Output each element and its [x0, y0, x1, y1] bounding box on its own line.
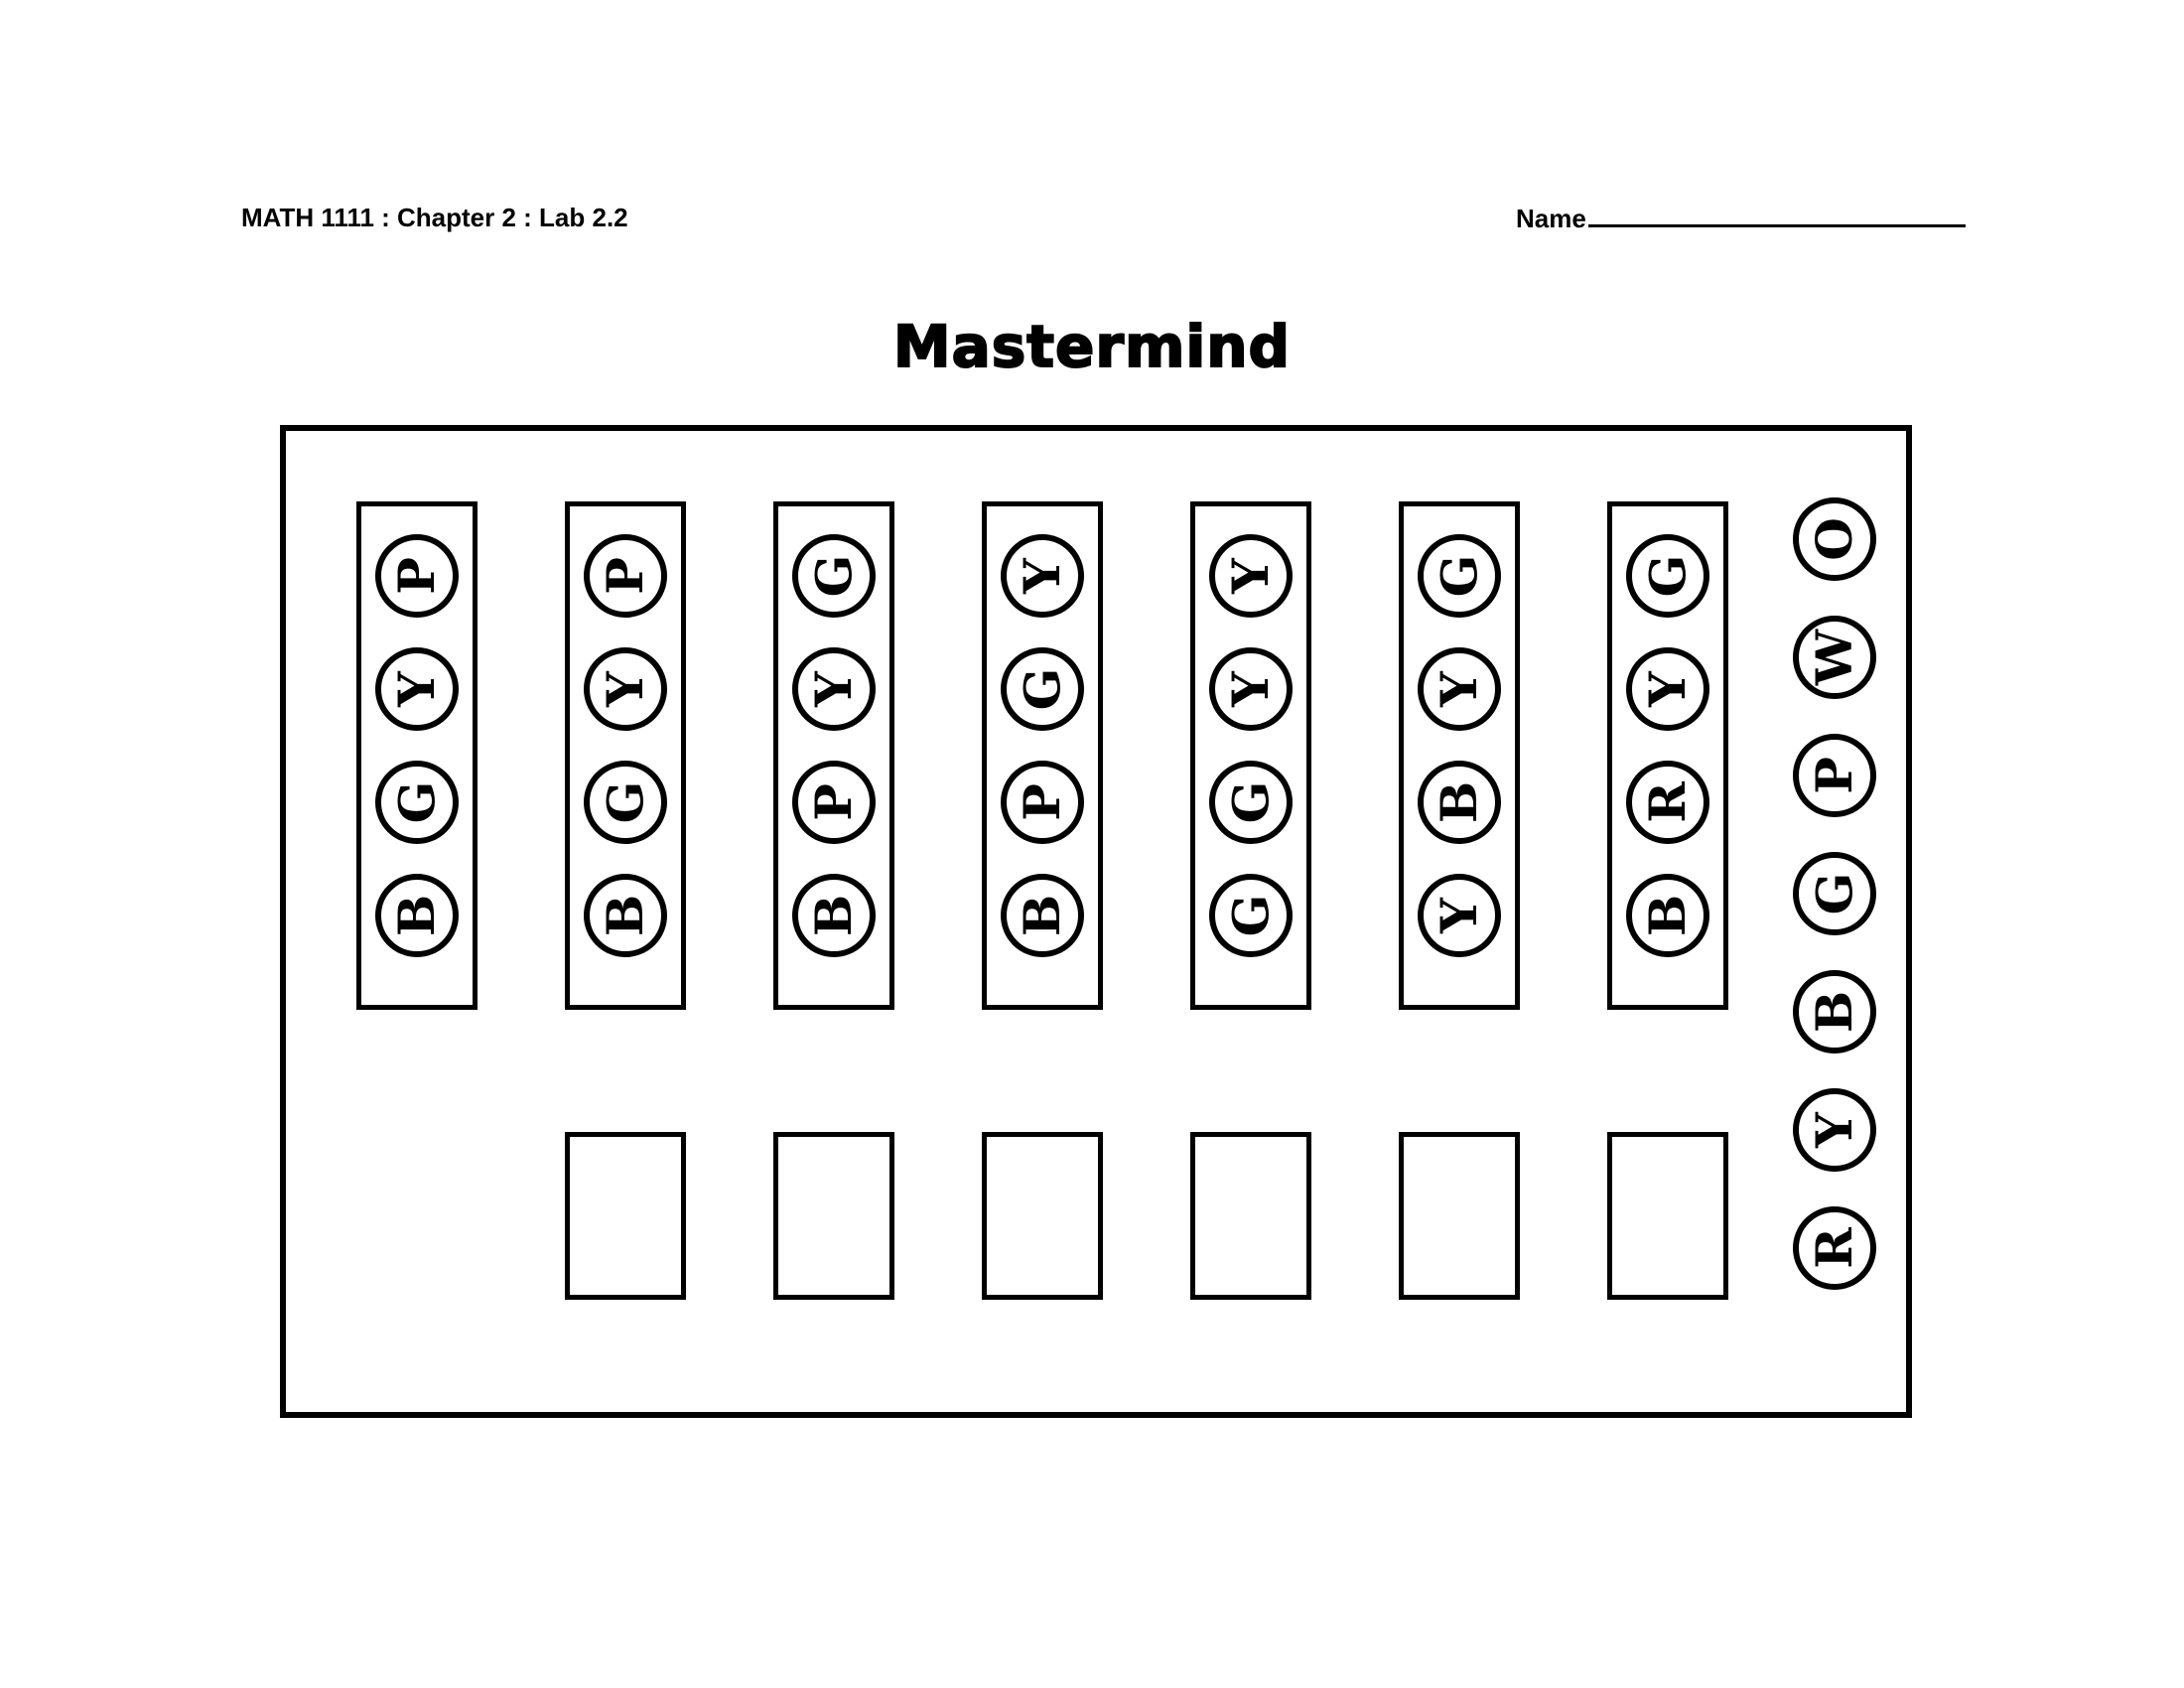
guess-peg	[1001, 874, 1084, 957]
guess-peg	[584, 761, 667, 844]
peg-letter: B	[1012, 894, 1071, 937]
palette-peg	[1793, 616, 1876, 699]
guess-peg	[792, 761, 876, 844]
feedback-box	[1399, 1132, 1520, 1300]
feedback-box	[1190, 1132, 1311, 1300]
palette-peg	[1793, 970, 1876, 1054]
guess-peg	[584, 874, 667, 957]
guess-peg	[1209, 534, 1293, 618]
guess-peg	[1626, 534, 1709, 618]
guess-peg	[792, 874, 876, 957]
peg-letter: Y	[803, 671, 863, 707]
guess-peg	[792, 647, 876, 731]
peg-letter: B	[1637, 894, 1697, 937]
peg-letter: G	[1637, 554, 1697, 598]
peg-letter: B	[1429, 780, 1488, 824]
peg-letter: Y	[1012, 558, 1071, 594]
peg-letter: Y	[1429, 671, 1488, 707]
peg-letter: P	[803, 783, 863, 821]
peg-letter: G	[1429, 554, 1488, 598]
guess-peg	[375, 761, 459, 844]
page-title: Mastermind	[892, 313, 1292, 380]
peg-letter: G	[386, 780, 446, 824]
palette-peg	[1793, 497, 1876, 581]
guess-peg	[375, 647, 459, 731]
guess-peg	[1626, 874, 1709, 957]
peg-letter: R	[1805, 1227, 1863, 1269]
peg-letter: O	[1805, 517, 1863, 561]
peg-letter: W	[1805, 629, 1863, 686]
guess-peg	[1418, 761, 1501, 844]
peg-letter: G	[803, 554, 863, 598]
feedback-box	[773, 1132, 894, 1300]
name-field	[1516, 203, 1966, 234]
peg-letter: P	[386, 557, 446, 595]
guess-peg	[1418, 647, 1501, 731]
feedback-box	[1607, 1132, 1728, 1300]
peg-letter: G	[1804, 872, 1863, 915]
feedback-box	[982, 1132, 1103, 1300]
name-blank-line	[1588, 203, 1966, 227]
peg-letter: G	[1220, 894, 1280, 937]
peg-letter: G	[595, 780, 654, 824]
guess-peg	[1209, 874, 1293, 957]
peg-letter: P	[1804, 757, 1863, 794]
guess-peg	[375, 874, 459, 957]
peg-letter: P	[1012, 783, 1071, 821]
guess-peg	[584, 647, 667, 731]
peg-letter: Y	[595, 671, 654, 707]
peg-letter: P	[595, 557, 654, 595]
palette-peg	[1793, 734, 1876, 817]
guess-peg	[1418, 874, 1501, 957]
peg-letter: Y	[1429, 898, 1488, 933]
peg-letter: Y	[386, 671, 446, 707]
peg-letter: Y	[1804, 1112, 1863, 1148]
peg-letter: G	[1012, 667, 1071, 711]
course-header: MATH 1111 : Chapter 2 : Lab 2.2	[241, 203, 628, 232]
name-label: Name	[1516, 204, 1586, 233]
peg-letter: B	[1804, 990, 1863, 1034]
guess-peg	[1209, 647, 1293, 731]
palette-peg	[1793, 1206, 1876, 1290]
peg-letter: B	[386, 894, 446, 937]
guess-peg	[792, 534, 876, 618]
guess-peg	[375, 534, 459, 618]
peg-letter: B	[803, 894, 863, 937]
peg-letter: Y	[1220, 671, 1280, 707]
guess-peg	[1001, 534, 1084, 618]
peg-letter: Y	[1220, 558, 1280, 594]
guess-peg	[1209, 761, 1293, 844]
peg-letter: Y	[1637, 671, 1697, 707]
guess-peg	[1001, 647, 1084, 731]
feedback-box	[565, 1132, 686, 1300]
guess-peg	[1626, 647, 1709, 731]
guess-peg	[584, 534, 667, 618]
guess-peg	[1626, 761, 1709, 844]
guess-peg	[1418, 534, 1501, 618]
peg-letter: G	[1220, 780, 1280, 824]
palette-peg	[1793, 1088, 1876, 1172]
palette-peg	[1793, 852, 1876, 935]
peg-letter: R	[1638, 781, 1697, 823]
peg-letter: B	[595, 894, 654, 937]
guess-peg	[1001, 761, 1084, 844]
